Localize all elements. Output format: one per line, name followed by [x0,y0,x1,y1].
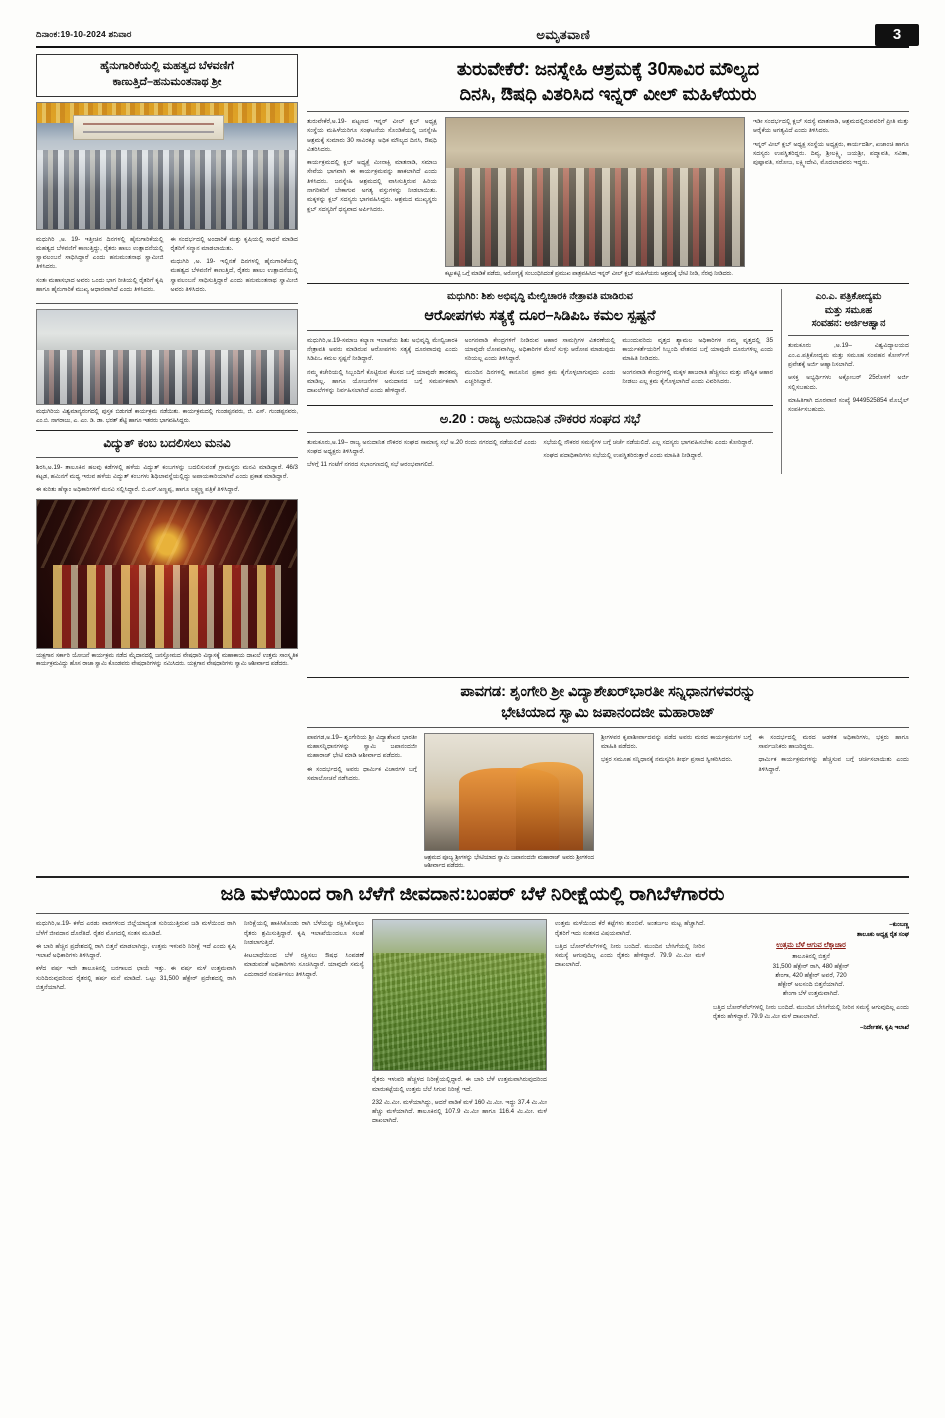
story1-photo [36,102,298,230]
bottom-table-title: ಉತ್ತಮ ಬೆಳೆ ಆಗುವ ಲೆಕ್ಕಾಚಾರ [776,942,846,950]
bottom-col4: ಉತ್ತಮ ಮಳೆಯಿಂದ ಕೆರೆ ಕಟ್ಟೆಗಳು ತುಂಬಿವೆ. ಅಂತರ್ಜಲ ಮಟ್ಟ ಹೆಚ್ಚಾಗಿದೆ. ರೈತರಿಗೆ ಇದು ಸಂತಸದ ವಿಷಯವಾಗಿದೆ. ಬತ್ತಿದ ಬೋರ್‌ವೆಲ್‌ಗಳಲ್ಲಿ ನೀರು ಬಂದಿದೆ. ಮುಂದಿನ ಬೇಸಿಗೆಯಲ್ಲಿ ನೀರಿನ ಸಮಸ್ಯೆ ಆಗುವುದಿಲ್ಲ ಎಂದು ರೈತರು ಹೇಳಿದ್ದಾರೆ. 79.9 ಮಿ.ಮೀ ಮಳೆ ದಾಖಲಾಗಿದೆ. [555,920,705,969]
pavagada-headline-line1: ಪಾವಗಡ: ಶೃಂಗೇರಿ ಶ್ರೀ ವಿದ್ಯಾಶೇಖರ್‌ಭಾರತೀ ಸನ್ನಿಧಾನಗಳವರನ್ನು [460,684,756,701]
bottom-signature-2: ತಾಲೂಕು ಅಧ್ಯಕ್ಷ ರೈತ ಸಂಘ [856,932,909,939]
pavagada-photo [424,733,594,851]
bottom-col1: ಮಧುಗಿರಿ,ಅ.19- ಕಳೆದ ಎರಡು ವಾರಗಳಿಂದ ಜಿಲ್ಲೆಯಾದ್ಯಂತ ಸುರಿಯುತ್ತಿರುವ ಜಡಿ ಮಳೆಯಿಂದ ರಾಗಿ ಬೆಳೆಗೆ ಜೀವದಾನ ದೊರೆತಿದೆ. ರೈತರ ಮೊಗದಲ್ಲಿ ಸಂತಸ ಮೂಡಿದೆ. ಈ ಬಾರಿ ಹೆಚ್ಚಿನ ಪ್ರದೇಶದಲ್ಲಿ ರಾಗಿ ಬಿತ್ತನೆ ಮಾಡಲಾಗಿದ್ದು, ಉತ್ತಮ ಇಳುವರಿ ನಿರೀಕ್ಷೆ ಇದೆ ಎಂದು ಕೃಷಿ ಇಲಾಖೆ ಅಧಿಕಾರಿಗಳು ತಿಳಿಸಿದ್ದಾರೆ. ಕಳೆದ ವರ್ಷ ಇದೇ ತಾಲೂಕಿನಲ್ಲಿ ಬರಗಾಲದ ಛಾಯೆ ಇತ್ತು. ಈ ವರ್ಷ ಮಳೆ ಉತ್ತಮವಾಗಿ ಸುರಿದಿರುವುದರಿಂದ ರೈತರಲ್ಲಿ ಹರ್ಷ ಮನೆ ಮಾಡಿದೆ. ಒಟ್ಟು 31,500 ಹೆಕ್ಟೇರ್ ಪ್ರದೇಶದಲ್ಲಿ ರಾಗಿ ಬಿತ್ತನೆಯಾಗಿದೆ. [36,920,236,991]
madhugiri-col1: ಮಧುಗಿರಿ,ಅ.19-ಸಮಾಜ ಕಲ್ಯಾಣ ಇಲಾಖೆಯ ಶಿಶು ಅಭಿವೃದ್ಧಿ ಮೇಲ್ವಿಚಾರಕಿ ನೇತ್ರಾವತಿ ಅವರು ಮಾಡಿರುವ ಆರೋಪಗಳು ಸತ್ಯಕ್ಕೆ ದೂರವಾದವು ಎಂದು ಸಿಡಿಪಿಒ ಕಮಲ ಸ್ಪಷ್ಟನೆ ನೀಡಿದ್ದಾರೆ. ನಮ್ಮ ಕಚೇರಿಯಲ್ಲಿ ಸಿಬ್ಬಂದಿಗೆ ಕೊಟ್ಟಿರುವ ಕೆಲಸದ ಬಗ್ಗೆ ಯಾವುದೇ ತಾರತಮ್ಯ ಮಾಡಿಲ್ಲ. ಹಾಗೂ ಯೋಜನೆಗಳ ಅನುದಾನದ ಬಗ್ಗೆ ಸಮರ್ಪಕವಾಗಿ ದಾಖಲೆಗಳನ್ನು ನಿರ್ವಹಿಸಲಾಗಿದೆ ಎಂದು ಹೇಳಿದ್ದಾರೆ. [307,336,458,395]
pavagada-headline-line2: ಭೇಟಿಯಾದ ಸ್ವಾಮಿ ಜಪಾನಂದಜೀ ಮಹಾರಾಜ್ [501,704,715,721]
madhugiri-headline: ಆರೋಪಗಳು ಸತ್ಯಕ್ಕೆ ದೂರ–ಸಿಡಿಪಿಒ ಕಮಲ ಸ್ಪಷ್ಟನೆ [424,307,656,324]
a20-col1: ತುಮಕೂರು,ಅ.19– ರಾಜ್ಯ ಅನುದಾನಿತ ನೌಕರರ ಸಂಘದ ಸಾಮಾನ್ಯ ಸಭೆ ಅ.20 ರಂದು ನಗರದಲ್ಲಿ ನಡೆಯಲಿದೆ ಎಂದು ಸಂಘದ ಅಧ್ಯಕ್ಷರು ತಿಳಿಸಿದ್ದಾರೆ. ಬೆಳಗ್ಗೆ 11 ಗಂಟೆಗೆ ನಗರದ ಸಭಾಂಗಣದಲ್ಲಿ ಸಭೆ ಆರಂಭವಾಗಲಿದೆ. [307,438,537,469]
pavagada-photo-caption: ಆಶ್ರಮದ ಪೂಜ್ಯ ಶ್ರೀಗಳನ್ನು ಭೇಟಿಯಾದ ಸ್ವಾಮಿ ಜಪಾನಂದಜೀ ಮಹಾರಾಜ್ ಅವರು ಶ್ರೀಗಳಿಂದ ಆಶೀರ್ವಾದ ಪಡೆದರು. [424,854,594,870]
newspaper-title: ಅಮೃತವಾಣಿ [536,26,591,42]
bottom-signature-3: –ನಿರ್ದೇಶಕ, ಕೃಷಿ ಇಲಾಖೆ [860,1025,909,1032]
main-region [307,54,909,668]
story-ma-journalism [781,289,909,473]
madhugiri-kicker: ಮಧುಗಿರಿ: ಶಿಶು ಅಭಿವೃದ್ಧಿ ಮೇಲ್ವಿಚಾರಕಿ ನೇತ್ರಾವತಿ ಮಾಡಿರುವ [447,291,633,303]
pavagada-col3: ಶ್ರೀಗಳವರ ಕೃಪಾಶೀರ್ವಾದವನ್ನು ಪಡೆದ ಅವರು ಮಠದ ಕಾರ್ಯಕ್ರಮಗಳ ಬಗ್ಗೆ ಮಾಹಿತಿ ಪಡೆದರು. ಭಕ್ತರ ಸಮೂಹ ಸನ್ನಿಧಾನಕ್ಕೆ ನಮಸ್ಕರಿಸಿ ತೀರ್ಥ ಪ್ರಸಾದ ಸ್ವೀಕರಿಸಿದರು. [601,733,752,764]
bottom-story [36,876,909,1129]
story1-headline: ಹೈನುಗಾರಿಕೆಯಲ್ಲಿ ಮಹತ್ವದ ಬೆಳವಣಿಗೆ [100,60,234,72]
story3-body: ಶಿರಸಿ,ಅ.19- ತಾಲೂಕಿನ ಹಲವು ಕಡೆಗಳಲ್ಲಿ ಹಳೆಯ ವಿದ್ಯುತ್ ಕಂಬಗಳನ್ನು ಬದಲಿಸುವಂತೆ ಗ್ರಾಮಸ್ಥರು ಮನವಿ ಮಾಡಿದ್ದಾರೆ. 46/3 ಕಟ್ಟಡ, ಹಮಿನಗೆ ಮಧ್ಯ ಇರುವ ಹಳೆಯ ವಿದ್ಯುತ್ ಕಂಬಗಳು ಶಿಥಿಲಾವಸ್ಥೆಯಲ್ಲಿದ್ದು ಅಪಾಯಕಾರಿಯಾಗಿವೆ ಎಂದು ಪ್ರಕಾಶ ಮಾಡಿದ್ದಾರೆ. ಈ ಕುರಿತು ಹೆಸ್ಕಾಂ ಅಧಿಕಾರಿಗಳಿಗೆ ಮನವಿ ಸಲ್ಲಿಸಿದ್ದಾರೆ. ಬಿ.ಎಸ್.ಅಣ್ಣಪ್ಪ, ಹಾಗೂ ಲಕ್ಷ್ಮಣ್ಣ ಪತ್ರಿಕೆ ತಿಳಿಸಿದ್ದಾರೆ. [36,463,298,494]
madhugiri-col2: ಅಂಗನವಾಡಿ ಕೇಂದ್ರಗಳಿಗೆ ನೀಡಿರುವ ಆಹಾರ ಸಾಮಗ್ರಿಗಳ ವಿತರಣೆಯಲ್ಲಿ ಯಾವುದೇ ಲೋಪವಾಗಿಲ್ಲ. ಅಧಿಕಾರಿಗಳ ಮೇಲೆ ಸುಳ್ಳು ಆರೋಪ ಮಾಡುವುದು ಸರಿಯಲ್ಲ ಎಂದು ತಿಳಿಸಿದ್ದಾರೆ. ಮುಂದಿನ ದಿನಗಳಲ್ಲಿ ಕಾನೂನಿನ ಪ್ರಕಾರ ಕ್ರಮ ಕೈಗೊಳ್ಳಲಾಗುವುದು ಎಂದು ಎಚ್ಚರಿಸಿದ್ದಾರೆ. [464,336,616,386]
story-madhugiri [307,289,773,473]
story1-subhead: ಕಾಣುತ್ತಿದೆ–ಹನುಮಂತನಾಥ ಶ್ರೀ [112,76,222,89]
a20-col2: ಸಭೆಯಲ್ಲಿ ನೌಕರರ ಸಮಸ್ಯೆಗಳ ಬಗ್ಗೆ ಚರ್ಚೆ ನಡೆಯಲಿದೆ. ಎಲ್ಲ ಸದಸ್ಯರು ಭಾಗವಹಿಸಬೇಕು ಎಂದು ಕೋರಿದ್ದಾರೆ. ಸಂಘದ ಪದಾಧಿಕಾರಿಗಳು ಸಭೆಯಲ್ಲಿ ಉಪಸ್ಥಿತರಿರುತ್ತಾರೆ ಎಂದು ಮಾಹಿತಿ ನೀಡಿದ್ದಾರೆ. [543,438,754,460]
ma-headline-line2: ಮತ್ತು ಸಮೂಹ [824,304,873,316]
bottom-photo-wrap [372,919,547,1129]
bottom-headline: ಜಡಿ ಮಳೆಯಿಂದ ರಾಗಿ ಬೆಳೆಗೆ ಜೀವದಾನ:ಬಂಪರ್ ಬೆಳೆ ನಿರೀಕ್ಷೆಯಲ್ಲಿ ರಾಗಿಬೆಳೆಗಾರರು [220,884,725,906]
page-number-badge: 3 [875,24,919,46]
story-a20 [307,411,773,474]
story3-headline: ವಿದ್ಯುತ್ ಕಂಬ ಬದಲಿಸಲು ಮನವಿ [103,436,231,451]
ma-headline-line3: ಸಂವಹನ: ಅರ್ಜಿಆಹ್ವಾನ [811,318,886,330]
pavagada-col1: ಪಾವಗಡ,ಅ.19– ಶೃಂಗೇರಿಯ ಶ್ರೀ ವಿದ್ಯಾಶೇಖರ ಭಾರತೀ ಮಹಾಸನ್ನಿಧಾನಗಳನ್ನು ಸ್ವಾಮಿ ಜಪಾನಂದಜೀ ಮಹಾರಾಜ್ ಭೇಟಿ ಮಾಡಿ ಆಶೀರ್ವಾದ ಪಡೆದರು. ಈ ಸಂದರ್ಭದಲ್ಲಿ ಅವರು ಧಾರ್ಮಿಕ ವಿಚಾರಗಳ ಬಗ್ಗೆ ಸಮಾಲೋಚನೆ ನಡೆಸಿದರು. [307,733,417,782]
event-banner [73,115,224,140]
ma-body: ತುಮಕೂರು ,ಅ.19– ವಿಶ್ವವಿದ್ಯಾಲಯದ ಎಂ.ಎ.ಪತ್ರಿಕೋದ್ಯಮ ಮತ್ತು ಸಮೂಹ ಸಂವಹನ ಕೋರ್ಸ್‌ಗೆ ಪ್ರವೇಶಕ್ಕೆ ಅರ್ಜಿ ಆಹ್ವಾನಿಸಲಾಗಿದೆ. ಆಸಕ್ತ ಅಭ್ಯರ್ಥಿಗಳು ಅಕ್ಟೋಬರ್ 25ರೊಳಗೆ ಅರ್ಜಿ ಸಲ್ಲಿಸಬಹುದು. ಮಾಹಿತಿಗಾಗಿ ದೂರವಾಣಿ ಸಂಖ್ಯೆ 9449525854 ಮೊಬೈಲ್ ಸಂಪರ್ಕಿಸಬಹುದು. [788,342,909,414]
story-pavagada [307,672,909,870]
bottom-col5-body: ಬತ್ತಿದ ಬೋರ್‌ವೆಲ್‌ಗಳಲ್ಲಿ ನೀರು ಬಂದಿದೆ. ಮುಂದಿನ ಬೇಸಿಗೆಯಲ್ಲಿ ನೀರಿನ ಸಮಸ್ಯೆ ಆಗುವುದಿಲ್ಲ ಎಂದು ರೈತರು ಹೇಳಿದ್ದಾರೆ. 79.9 ಮಿ.ಮೀ ಮಳೆ ದಾಖಲಾಗಿದೆ. [713,1003,909,1020]
story1-body-col2: ಈ ಸಂದರ್ಭದಲ್ಲಿ ಅಂದಾರಿಕೆ ಮತ್ತು ಕೃಷಿಯಲ್ಲಿ ಸಾಧನೆ ಮಾಡಿದ ರೈತರಿಗೆ ಸನ್ಮಾನ ಮಾಡಲಾಯಿತು. ಮಧುಗಿರಿ ,ಅ. 19- ಇಲ್ಲಿನತೆ ದಿನಗಳಲ್ಲಿ ಹೈನುಗಾರಿಕೆಯಲ್ಲಿ ಮಹತ್ವದ ಬೆಳವಣಿಗೆ ಕಾಣುತ್ತಿದೆ, ರೈತರು ಹಾಲು ಉತ್ಪಾದನೆಯಲ್ಲಿ ಸ್ವಾವಲಂಬನೆ ಸಾಧಿಸುತ್ತಿದ್ದಾರೆ ಎಂದು ಹನುಮಂತನಾಥ ಸ್ವಾಮೀಜಿ ಅವರು ತಿಳಿಸಿದರು. [170,235,298,294]
lead-headline-line2: ದಿನಸಿ, ಔಷಧಿ ವಿತರಿಸಿದ ಇನ್ನರ್ ವೀಲ್ ಮಹಿಳೆಯರು [459,83,757,104]
bottom-col5 [713,919,909,1129]
bottom-table: ತಾಲೂಕಿನಲ್ಲಿ ಬಿತ್ತನೆ 31,500 ಹೆಕ್ಟೇರ್ ರಾಗಿ, 480 ಹೆಕ್ಟೇರ್ ಶೇಂಗಾ, 420 ಹೆಕ್ಟೇರ್ ಅವರೆ, 720 ಹೆಕ್ಟೇರ್ ಅಲಸಂದಿ ಬಿತ್ತನೆಯಾಗಿದೆ. ಶೇಂಗಾ ಬೆಳೆ ಉತ್ತಮವಾಗಿದೆ. [772,953,850,998]
lead-headline-line1: ತುರುವೇಕೆರೆ: ಜನಸ್ನೇಹಿ ಆಶ್ರಮಕ್ಕೆ 30ಸಾವಿರ ಮೌಲ್ಯದ [456,59,760,79]
pavagada-photo-wrap [424,733,594,871]
ragi-field-photo [372,919,547,1071]
publication-date: ದಿನಾಂಕ:19-10-2024 ಶನಿವಾರ [36,29,132,39]
a20-headline: ಅ.20 : ರಾಜ್ಯ ಅನುದಾನಿತ ನೌಕರರ ಸಂಘದ ಸಭೆ [439,410,641,426]
pavagada-col4: ಈ ಸಂದರ್ಭದಲ್ಲಿ ಮಠದ ಆಡಳಿತ ಅಧಿಕಾರಿಗಳು, ಭಕ್ತರು ಹಾಗೂ ಸಾರ್ವಜನಿಕರು ಹಾಜರಿದ್ದರು. ಧಾರ್ಮಿಕ ಕಾರ್ಯಕ್ರಮಗಳನ್ನು ಹೆಚ್ಚಿಸುವ ಬಗ್ಗೆ ಚರ್ಚಿಸಲಾಯಿತು ಎಂದು ತಿಳಿಸಿದ್ದಾರೆ. [758,733,909,773]
masthead [36,26,909,48]
story2-caption: ಮಧುಗಿರಿಯ ವಿಶ್ವಮಾನ್ಯರಂಗದಲ್ಲಿ ಪುಸ್ತಕ ಬಿಡುಗಡೆ ಕಾರ್ಯಕ್ರಮ ನಡೆಯಿತು. ಕಾರ್ಯಕ್ರಮದಲ್ಲಿ ಗುಂಡಪ್ಪನವರು, ಜಿ. ಎಸ್. ಗುಂಡಪ್ಪನವರು, ಎಂ.ಬಿ. ನಾಗರಾಜು, ಎ. ಎಂ. ಡಿ. ಡಾ. ಭರತ್ ಶೆಟ್ಟಿ ಹಾಗೂ ಇತರರು ಭಾಗವಹಿಸಿದ್ದರು. [36,409,298,424]
bottom-col2: ನೀರಿಕ್ಷೆಯಲ್ಲಿ ಹಾಕಿಸಿಕೊಂಡು ರಾಗಿ ಬೆಳೆಯನ್ನು ರಕ್ಷಿಸಿಕೊಳ್ಳಲು ರೈತರು ಶ್ರಮಿಸುತ್ತಿದ್ದಾರೆ. ಕೃಷಿ ಇಲಾಖೆಯಿಂದಲೂ ಸಲಹೆ ನೀಡಲಾಗುತ್ತಿದೆ. ಕೀಟಬಾಧೆಯಿಂದ ಬೆಳೆ ರಕ್ಷಿಸಲು ಔಷಧ ಸಿಂಪಡಣೆ ಮಾಡುವಂತೆ ಅಧಿಕಾರಿಗಳು ಸೂಚಿಸಿದ್ದಾರೆ. ಯಾವುದೇ ಸಮಸ್ಯೆ ಎದುರಾದರೆ ಸಂಪರ್ಕಿಸಲು ತಿಳಿಸಿದ್ದಾರೆ. [244,920,364,978]
bottom-signature-1: –ಕುಂಬಣ್ಣ [889,922,909,929]
story1-body-col1: ಮಧುಗಿರಿ ,ಅ. 19- ಇತ್ತೀಚಿನ ದಿನಗಳಲ್ಲಿ ಹೈನುಗಾರಿಕೆಯಲ್ಲಿ ಮಹತ್ವದ ಬೆಳವಣಿಗೆ ಕಾಣುತ್ತಿದ್ದು, ರೈತರು ಹಾಲು ಉತ್ಪಾದನೆಯಲ್ಲಿ ಸ್ವಾವಲಂಬನೆ ಸಾಧಿಸಿದ್ದಾರೆ ಎಂದು ಹನುಮಂತನಾಥ ಸ್ವಾಮೀಜಿ ತಿಳಿಸಿದರು. ಸಂತಃ ಮಹಾಸಭಾದ ಅವರು ಒಂದು ಭಾಗ ರೀತಿಯಲ್ಲಿ ರೈತರಿಗೆ ಕೃಷಿ ಹಾಗೂ ಹೈನುಗಾರಿಕೆ ಮುಖ್ಯ ಆಧಾರವಾಗಿದೆ ಎಂದು ತಿಳಿಸಿದರು. [36,235,164,294]
madhugiri-col3: ಮುಂದುವರಿದು ವೃತ್ತದ ಶ್ಯಾಮಲ ಅಧಿಕಾರಿಗಳ ನಮ್ಮ ವೃತ್ತದಲ್ಲಿ 35 ಕಾರ್ಯಕರ್ತೆಯರಿಗೆ ಸಿಬ್ಬಂದಿ ವೇತನದ ಬಗ್ಗೆ ಯಾವುದೇ ದೂರುಗಳಿಲ್ಲ ಎಂದು ಮಾಹಿತಿ ನೀಡಿದರು. ಅಂಗನವಾಡಿ ಕೇಂದ್ರಗಳಲ್ಲಿ ಮಕ್ಕಳ ಹಾಜರಾತಿ ಹೆಚ್ಚಿಸಲು ಮತ್ತು ಪೌಷ್ಟಿಕ ಆಹಾರ ನೀಡಲು ಎಲ್ಲ ಕ್ರಮ ಕೈಗೊಳ್ಳಲಾಗಿದೆ ಎಂದು ವಿವರಿಸಿದರು. [622,336,774,386]
lead-body-col3: ಇಡೀ ಸಂದರ್ಭದಲ್ಲಿ ಕ್ಲಬ್ ಸದಸ್ಯೆ ಮಾತನಾಡಿ, ಆಶ್ರಮದಲ್ಲಿರುವವರಿಗೆ ಪ್ರೀತಿ ಮತ್ತು ಆರೈಕೆಯ ಅಗತ್ಯವಿದೆ ಎಂದು ತಿಳಿಸಿದರು. ಇನ್ನರ್ ವೀಲ್ ಕ್ಲಬ್ ಅಧ್ಯಕ್ಷ ಸಂಸ್ಥೆಯ ಅಧ್ಯಕ್ಷರು, ಕಾರ್ಯದರ್ಶಿ, ಖಜಾಂಚಿ ಹಾಗೂ ಸದಸ್ಯರು ಉಪಸ್ಥಿತರಿದ್ದರು. ದಿವ್ಯ, ಶ್ರೀಲಕ್ಷ್ಮಿ, ಜಯಶ್ರೀ, ಪದ್ಮಾವತಿ, ಸವಿತಾ, ಪುಷ್ಪಾವತಿ, ಸರೋಜ, ಲಕ್ಷ್ಮೀದೇವಿ, ಮೊದಲಾದವರು ಇದ್ದರು. [753,118,909,167]
story3-caption: ಯಕ್ಷಗಾನ ಸರ್ಕಾರಿ ಯೋಜನೆ ಕಾರ್ಯಕ್ರಮ ನಡೆದ ಮೈದಾನದಲ್ಲಿ ಜನಸ್ತೋಮದ ವೇಷಧಾರಿ ವಿನ್ಯಾಸಕ್ಕೆ ಮಹಾಕಾಯ ದಾಖಲೆ ಉತ್ತಮ ಸಾಂಸ್ಕೃತಿಕ ಕಾರ್ಯಕ್ರಮವಿದ್ದು ಹೊಸ ರಾಜಾ ಸ್ವಾಮಿ ಕೊಂಡವರು ವೇಷಧಾರಿಗಳನ್ನು ನಮಿಸಿದರು. ಯಕ್ಷಗಾನ ವೇಷಧಾರಿಗಳು ಸ್ವಾಮಿ ಆಶೀರ್ವಾದ ಪಡೆದರು. [36,652,298,668]
ma-headline-line1: ಎಂ.ಎ. ಪತ್ರಿಕೋದ್ಯಮ [815,291,882,303]
story2-photo [36,309,298,405]
left-column [36,54,298,668]
bottom-col3: ರೈತರು ಇಳುವರಿ ಹೆಚ್ಚಳದ ನಿರೀಕ್ಷೆಯಲ್ಲಿದ್ದಾರೆ. ಈ ಬಾರಿ ಬೆಳೆ ಉತ್ತಮವಾಗಿರುವುದರಿಂದ ಮಾರುಕಟ್ಟೆಯಲ್ಲಿ ಉತ್ತಮ ಬೆಲೆ ಸಿಗುವ ನಿರೀಕ್ಷೆ ಇದೆ. 232 ಮಿ.ಮೀ. ಮಳೆಯಾಗಿದ್ದು, ಆದರೆ ವಾಡಿಕೆ ಮಳೆ 160 ಮಿ.ಮೀ. ಇದ್ದು 37.4 ಮಿ.ಮೀ ಹೆಚ್ಚು ಮಳೆಯಾಗಿದೆ. ತಾಲೂಕಿನಲ್ಲಿ 107.9 ಮಿ.ಮೀ ಹಾಗೂ 116.4 ಮಿ.ಮೀ. ಮಳೆ ದಾಖಲಾಗಿದೆ. [372,1076,547,1125]
lead-photo [445,117,745,267]
lead-photo-caption: ಕಟ್ಟುಕಟ್ಟಿ ಒಗ್ಗೆ ಮಾಡಿಕೆ ಪಡೆದು, ಅರೋಗ್ಯಕ್ಕೆ ಸಂಬಂಧಿಸಿದಂತೆ ಪ್ರಮುಖ ಪಾತ್ರವಹಿಸಿದ ಇನ್ನರ್ ವೀಲ್ ಕ್ಲಬ್ ಮಹಿಳೆಯರು ಆಶ್ರಮಕ್ಕೆ ಭೇಟಿ ನೀಡಿ, ನೆರವು ನೀಡಿದರು. [445,271,733,277]
lead-body-col1: ತುರುವೇಕೆರೆ,ಅ.19- ಪಟ್ಟಣದ ಇನ್ನರ್ ವೀಲ್ ಕ್ಲಬ್ ಅಧ್ಯಕ್ಷ ಸಂಸ್ಥೆಯ ಮಹಿಳೆಯರಿಗೂ ಸಂಘಟನೆಯ ಸೊಂಡಿಕೆಯಲ್ಲಿ ಜನಸ್ನೇಹಿ ಆಶ್ರಮಕ್ಕೆ ಸುಮಾರು 30 ಸಾವಿರಕ್ಕೂ ಅಧಿಕ ಮೌಲ್ಯದ ದಿನಸಿ, ಔಷಧಿ ವಿತರಿಸಿದರು. ಕಾರ್ಯಕ್ರಮದಲ್ಲಿ ಕ್ಲಬ್ ಅಧ್ಯಕ್ಷೆ ಮೀನಾಕ್ಷಿ ಮಾತನಾಡಿ, ಸಮಾಜ ಸೇವೆಯ ಭಾಗವಾಗಿ ಈ ಕಾರ್ಯಕ್ರಮವನ್ನು ಹಾಕಲಾಗಿದೆ ಎಂದು ತಿಳಿಸಿದರು. ಜನಸ್ನೇಹಿ ಆಶ್ರಮದಲ್ಲಿ ವಾಸಿಸುತ್ತಿರುವ ಹಿರಿಯ ನಾಗರಿಕರಿಗೆ ಬೇಕಾಗುವ ಅಗತ್ಯ ವಸ್ತುಗಳನ್ನು ನೀಡಲಾಯಿತು. ಮಕ್ಕಳನ್ನು ಕ್ಲಬ್ ಸದಸ್ಯರು ಭಾಗವಹಿಸಿದ್ದರು. ಆಶ್ರಮದ ಮುಖ್ಯಸ್ಥರು ಕ್ಲಬ್ ಸದಸ್ಯರಿಗೆ ಧನ್ಯವಾದ ಅರ್ಪಿಸಿದರು. [307,118,437,213]
lead-photo-wrap [445,117,745,278]
story3-photo [36,499,298,649]
